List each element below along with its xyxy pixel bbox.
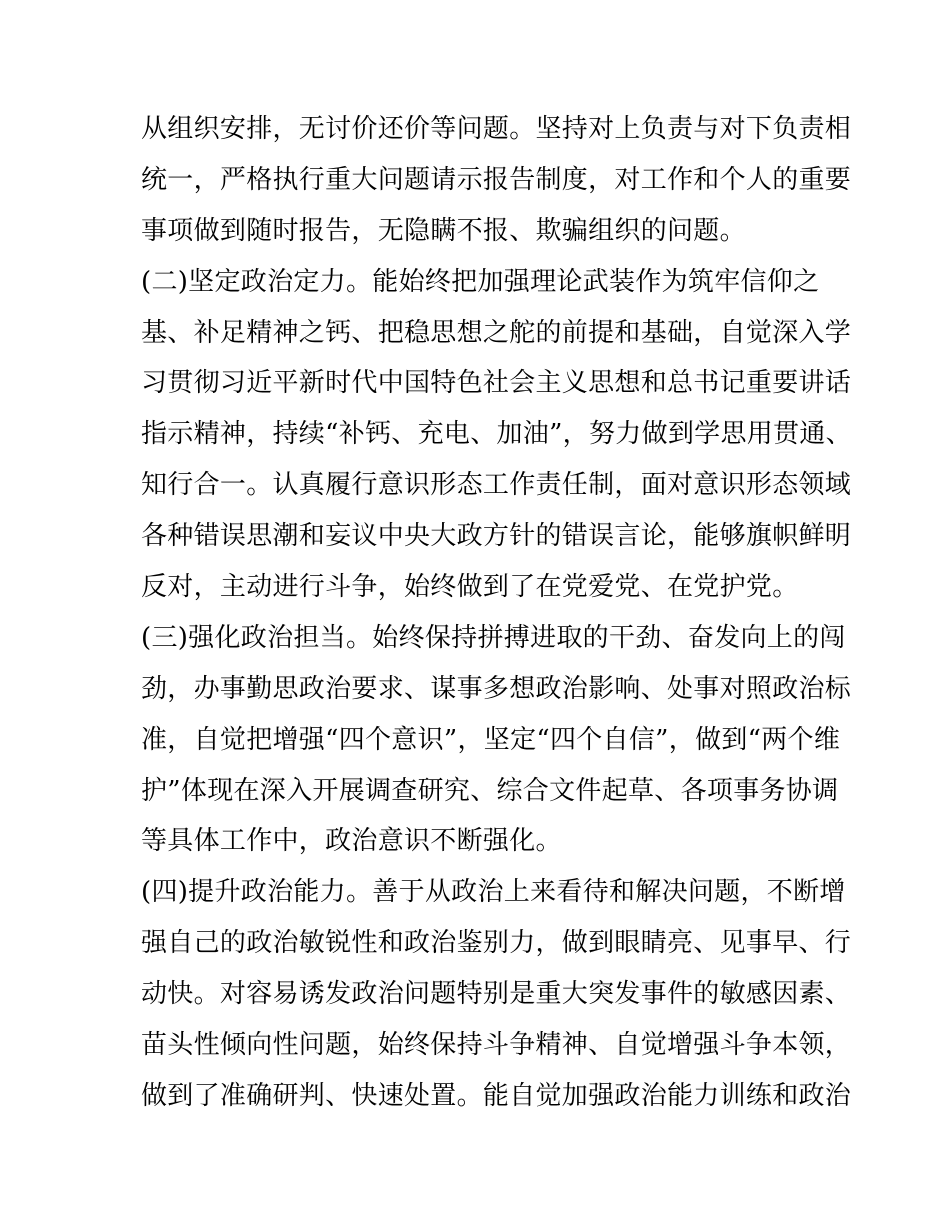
- text-line: 统一，严格执行重大问题请示报告制度，对工作和个人的重要: [141, 164, 852, 195]
- text-line: 习贯彻习近平新时代中国特色社会主义思想和总书记重要讲话: [141, 368, 852, 399]
- text-line: 基、补足精神之钙、把稳思想之舵的前提和基础，自觉深入学: [141, 317, 852, 348]
- text-line: 护”体现在深入开展调查研究、综合文件起草、各项事务协调: [141, 775, 839, 806]
- body-text: [141, 104, 852, 1122]
- text-line: 做到了准确研判、快速处置。能自觉加强政治能力训练和政治: [141, 1080, 852, 1111]
- text-line: (三)强化政治担当。始终保持拼搏进取的干劲、奋发向上的闯: [141, 622, 846, 653]
- text-line: 知行合一。认真履行意识形态工作责任制，面对意识形态领域: [141, 470, 852, 501]
- text-line: 强自己的政治敏锐性和政治鉴别力，做到眼睛亮、见事早、行: [141, 928, 852, 959]
- text-line: 从组织安排，无讨价还价等问题。坚持对上负责与对下负责相: [141, 114, 852, 144]
- text-line: (二)坚定政治定力。能始终把加强理论武装作为筑牢信仰之: [141, 266, 820, 297]
- text-line: 事项做到随时报告，无隐瞒不报、欺骗组织的问题。: [141, 215, 746, 246]
- text-line: 苗头性倾向性问题，始终保持斗争精神、自觉增强斗争本领，: [141, 1030, 852, 1061]
- text-line: 各种错误思潮和妄议中央大政方针的错误言论，能够旗帜鲜明: [141, 521, 852, 552]
- text-line: 劲，办事勤思政治要求、谋事多想政治影响、处事对照政治标: [141, 673, 852, 704]
- text-line: 准，自觉把增强“四个意识”，坚定“四个自信”，做到“两个维: [141, 724, 841, 755]
- text-line: (四)提升政治能力。善于从政治上来看待和解决问题，不断增: [141, 877, 846, 908]
- text-line: 反对，主动进行斗争，始终做到了在党爱党、在党护党。: [141, 572, 799, 603]
- text-line: 等具体工作中，政治意识不断强化。: [141, 826, 562, 857]
- text-line: 指示精神，持续“补钙、充电、加油”，努力做到学思用贯通、: [141, 419, 852, 450]
- text-line: 动快。对容易诱发政治问题特别是重大突发事件的敏感因素、: [141, 979, 852, 1010]
